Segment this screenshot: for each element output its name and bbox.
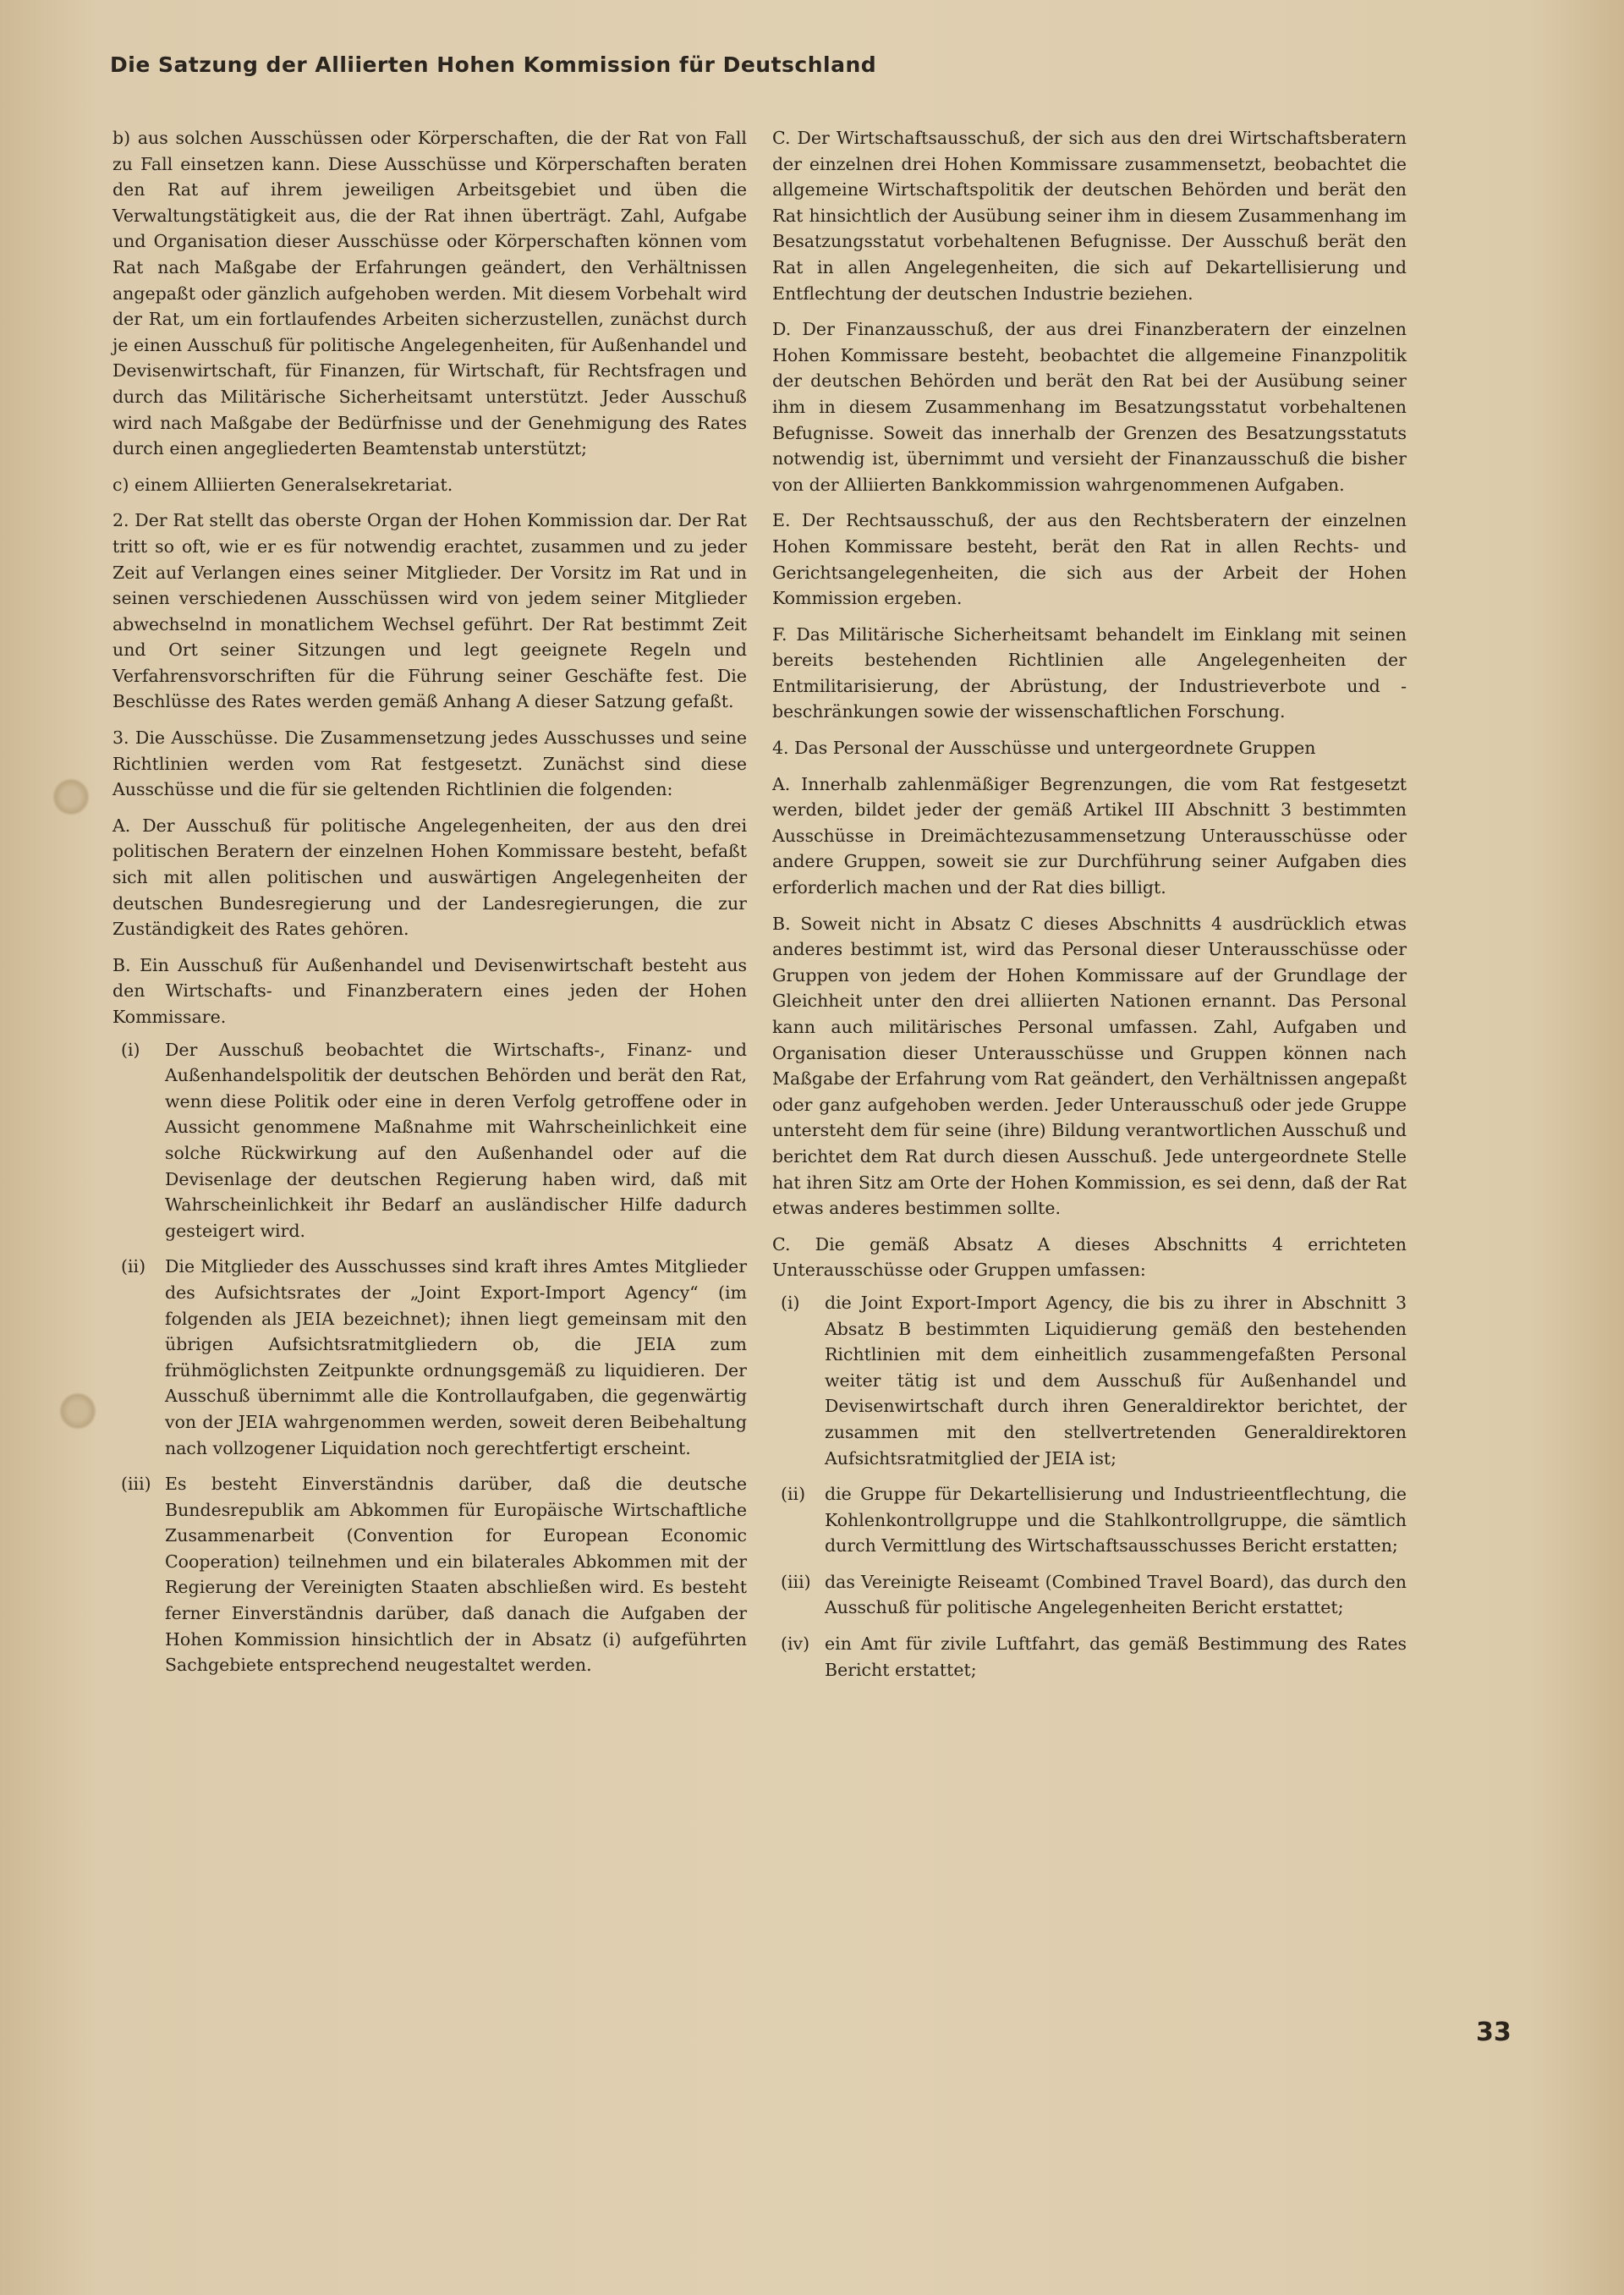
list-item-number: (i) (121, 1039, 140, 1060)
list-item-number: (iv) (781, 1633, 810, 1655)
paragraph: B. Soweit nicht in Absatz C dieses Abschnitts 4 ausdrücklich etwas anderes bestimmt ist, wird das Personal dieser Unterausschüsse oder Gruppen von jedem der Hohen Kommissare auf der Grundlage der Gleichheit unter den drei alliierten Nationen ernannt. Das Personal kann auch militärisches Personal umfassen. Zahl, Aufgaben und Organisation dieser Unterausschüsse und Gruppen können nach Maßgabe der Erfahrung vom Rat geändert, den Verhältnissen angepaßt oder ganz aufgehoben werden. Jeder Unterausschuß oder jede Gruppe untersteht dem für seine (ihre) Bildung verantwortlichen Ausschuß und berichtet dem Rat durch diesen Ausschuß. Jede untergeordnete Stelle hat ihren Sitz am Orte der Hohen Kommission, es sei denn, daß der Rat etwas anderes bestimmen sollte. (772, 913, 1407, 1219)
paragraph: E. Der Rechtsausschuß, der aus den Rechtsberatern der einzelnen Hohen Kommissare besteht, berät den Rat in allen Rechts- und Gerichtsangelegenheiten, die sich aus der Arbeit der Hohen Kommission ergeben. (772, 510, 1407, 609)
list-item-text: Es besteht Einverständnis darüber, daß die deutsche Bundesrepublik am Abkommen für Europäische Wirtschaftliche Zusammenarbeit (Convention for European Economic Cooperation) teilnehmen und ein bilaterales Abkommen mit der Regierung der Vereinigten Staaten abschließen wird. Es besteht ferner Einverständnis darüber, daß danach die Aufgaben der Hohen Kommission hinsichtlich der in Absatz (i) aufgeführten Sachgebiete entsprechend neugestaltet werden. (165, 1474, 747, 1676)
punch-hole-mark (52, 778, 90, 815)
paragraph: c) einem Alliierten Generalsekretariat. (112, 474, 453, 495)
list-item (772, 1631, 1407, 1683)
list-item-text: Der Ausschuß beobachtet die Wirtschafts-, Finanz- und Außenhandelspolitik der deutschen Behörden und berät den Rat, wenn diese Politik oder eine in deren Verfolg getroffene oder in Aussicht genommene Maßnahme mit Wahrscheinlichkeit eine solche Rückwirkung auf den Außenhandel oder auf die Devisenlage der deutschen Regierung haben wird, daß mit Wahrscheinlichkeit ihr Bedarf an ausländischer Hilfe dadurch gesteigert wird. (165, 1039, 747, 1241)
list-item-number: (iii) (121, 1474, 151, 1495)
list-item (772, 1569, 1407, 1621)
list-item-text: die Gruppe für Dekartellisierung und Industrieentflechtung, die Kohlenkontrollgruppe und die Stahlkontrollgruppe, die sämtlich durch Vermittlung des Wirtschaftsausschusses Bericht erstatten; (825, 1484, 1407, 1557)
list-item-text: ein Amt für zivile Luftfahrt, das gemäß Bestimmung des Rates Bericht erstattet; (825, 1633, 1407, 1680)
paragraph: A. Der Ausschuß für politische Angelegenheiten, der aus den drei politischen Beratern der einzelnen Hohen Kommissare besteht, befaßt sich mit allen politischen und auswärtigen Angelegenheiten der deutschen Bundesregierung und der Landesregierungen, die zur Zuständigkeit des Rates gehören. (112, 815, 747, 940)
page-number: 33 (1476, 2018, 1512, 2047)
paragraph: D. Der Finanzausschuß, der aus drei Finanzberatern der einzelnen Hohen Kommissare besteht, beobachtet die allgemeine Finanzpolitik der deutschen Behörden und berät den Rat bei der Ausübung seiner ihm in diesem Zusammenhang im Besatzungsstatut vorbehaltenen Befugnisse. Soweit das innerhalb der Grenzen des Besatzungsstatuts notwendig ist, übernimmt und versieht der Finanzausschuß die bisher von der Alliierten Bankkommission wahrgenommenen Aufgaben. (772, 319, 1407, 495)
list-item-number: (i) (781, 1292, 800, 1313)
paragraph: 2. Der Rat stellt das oberste Organ der Hohen Kommission dar. Der Rat tritt so oft, wie er es für notwendig erachtet, zusammen und zu jeder Zeit auf Verlangen eines seiner Mitglieder. Der Vorsitz im Rat und in seinen verschiedenen Ausschüssen wird von jedem seiner Mitglieder abwechselnd in monatlichem Wechsel geführt. Der Rat bestimmt Zeit und Ort seiner Sitzungen und legt geeignete Regeln und Verfahrensvorschriften für die Führung seiner Geschäfte fest. Die Beschlüsse des Rates werden gemäß Anhang A dieser Satzung gefaßt. (112, 510, 747, 712)
paragraph: C. Der Wirtschaftsausschuß, der sich aus den drei Wirtschaftsberatern der einzelnen drei Hohen Kommissare zusammensetzt, beobachtet die allgemeine Wirtschaftspolitik der deutschen Behörden und berät den Rat hinsichtlich der Ausübung seiner ihm in diesem Zusammenhang im Besatzungsstatut vorbehaltenen Befugnisse. Der Ausschuß berät den Rat in allen Angelegenheiten, die sich auf Dekartellisierung und Entflechtung der deutschen Industrie beziehen. (772, 128, 1407, 304)
list-item (772, 1481, 1407, 1559)
running-header: Die Satzung der Alliierten Hohen Kommission für Deutschland (110, 52, 877, 77)
punch-hole-mark (59, 1392, 96, 1430)
list-item-text: Die Mitglieder des Ausschusses sind kraft ihres Amtes Mitglieder des Aufsichtsrates der „Joint Export-Import Agency“ (im folgenden als JEIA bezeichnet); ihnen liegt gemeinsam mit den übrigen Aufsichtsratmitgliedern ob, die JEIA zum frühmöglichsten Zeitpunkte ordnungsgemäß zu liquidieren. Der Ausschuß übernimmt alle die Kontrollaufgaben, die gegenwärtig von der JEIA wahrgenommen werden, soweit deren Beibehaltung nach vollzogener Liquidation noch gerechtfertigt erscheint. (165, 1256, 747, 1458)
list-item-number: (ii) (121, 1256, 146, 1277)
list-item-number: (ii) (781, 1484, 806, 1505)
list-item (772, 1290, 1407, 1471)
list-item (112, 1037, 747, 1244)
paragraph: 3. Die Ausschüsse. Die Zusammensetzung jedes Ausschusses und seine Richtlinien werden vom Rat festgesetzt. Zunächst sind diese Ausschüsse und die für sie geltenden Richtlinien die folgenden: (112, 727, 747, 800)
list-item (112, 1254, 747, 1461)
paragraph: A. Innerhalb zahlenmäßiger Begrenzungen, die vom Rat festgesetzt werden, bildet jeder der gemäß Artikel III Abschnitt 3 bestimmten Ausschüsse in Dreimächtezusammensetzung Unterausschüsse oder andere Gruppen, soweit sie zur Durchführung seiner Aufgaben dies erforderlich machen und der Rat dies billigt. (772, 773, 1407, 898)
list-item (112, 1471, 747, 1678)
list-item-number: (iii) (781, 1571, 811, 1592)
right-column (772, 125, 1407, 1693)
left-column (112, 125, 747, 1688)
paragraph: F. Das Militärische Sicherheitsamt behandelt im Einklang mit seinen bereits bestehenden Richtlinien alle Angelegenheiten der Entmilitarisierung, der Abrüstung, der Industrieverbote und -beschränkungen sowie der wissenschaftlichen Forschung. (772, 623, 1407, 722)
paragraph: C. Die gemäß Absatz A dieses Abschnitts 4 errichteten Unterausschüsse oder Gruppen umfassen: (772, 1233, 1407, 1281)
section-heading: 4. Das Personal der Ausschüsse und untergeordnete Gruppen (772, 738, 1316, 759)
paragraph: b) aus solchen Ausschüssen oder Körperschaften, die der Rat von Fall zu Fall einsetzen kann. Diese Ausschüsse und Körperschaften beraten den Rat auf ihrem jeweiligen Arbeitsgebiet und üben die Verwaltungstätigkeit aus, die der Rat ihnen überträgt. Zahl, Aufgabe und Organisation dieser Ausschüsse oder Körperschaften können vom Rat nach Maßgabe der Erfahrungen geändert, den Verhältnissen angepaßt oder gänzlich aufgehoben werden. Mit diesem Vorbehalt wird der Rat, um ein fortlaufendes Arbeiten sicherzustellen, zunächst durch je einen Ausschuß für politische Angelegenheiten, für Außenhandel und Devisenwirtschaft, für Finanzen, für Wirtschaft, für Rechtsfragen und durch das Militärische Sicherheitsamt unterstützt. Jeder Ausschuß wird nach Maßgabe der Bedürfnisse und der Genehmigung des Rates durch einen angegliederten Beamtenstab unterstützt; (112, 128, 747, 459)
paragraph: B. Ein Ausschuß für Außenhandel und Devisenwirtschaft besteht aus den Wirtschafts- und Finanzberatern eines jeden der Hohen Kommissare. (112, 954, 747, 1027)
list-item-text: das Vereinigte Reiseamt (Combined Travel Board), das durch den Ausschuß für politische Angelegenheiten Bericht erstattet; (825, 1571, 1407, 1618)
list-item-text: die Joint Export-Import Agency, die bis zu ihrer in Abschnitt 3 Absatz B bestimmten Liquidierung gemäß den bestehenden Richtlinien mit dem einheitlich zusammengefaßten Personal weiter tätig ist und dem Ausschuß für Außenhandel und Devisenwirtschaft durch ihren Generaldirektor berichtet, der zusammen mit den stellvertretenden Generaldirektoren Aufsichtsratmitglied der JEIA ist; (825, 1292, 1407, 1469)
